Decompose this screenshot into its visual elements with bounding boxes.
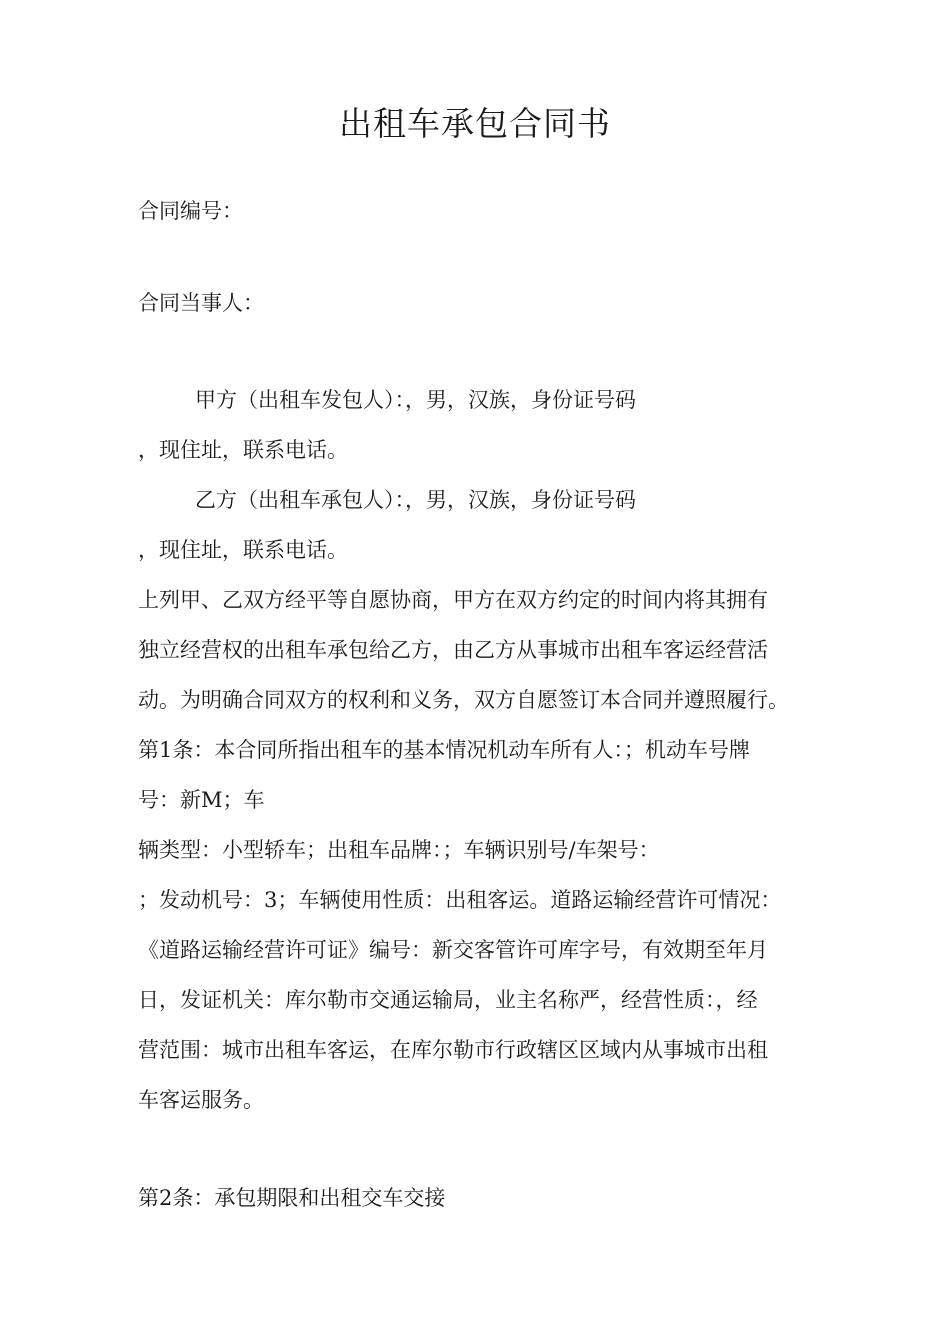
document-title: 出租车承包合同书 (339, 104, 611, 143)
intro-line-3: 动。为明确合同双方的权利和义务，双方自愿签订本合同并遵照履行。 (138, 688, 789, 712)
contract-number-label: 合同编号： (138, 199, 243, 223)
article2-heading: 第2条：承包期限和出租交车交接 (138, 1186, 446, 1210)
intro-line-1: 上列甲、乙双方经平等自愿协商，甲方在双方约定的时间内将其拥有 (138, 588, 768, 612)
article1-line-7: 营范围：城市出租车客运，在库尔勒市行政辖区区域内从事城市出租 (138, 1038, 768, 1062)
parties-label: 合同当事人： (138, 291, 264, 315)
article1-line-3: 辆类型：小型轿车；出租车品牌：；车辆识别号/车架号： (138, 838, 660, 862)
article1-line-2: 号：新M；车 (138, 788, 265, 812)
party-a-line-2: ，现住址，联系电话。 (138, 438, 348, 462)
article1-line-8: 车客运服务。 (138, 1088, 264, 1112)
party-b-line-1: 乙方（出租车承包人）：，男，汉族，身份证号码 (195, 488, 636, 512)
party-a-line-1: 甲方（出租车发包人）：，男，汉族，身份证号码 (195, 388, 636, 412)
article1-line-5: 《道路运输经营许可证》编号：新交客管许可库字号，有效期至年月 (138, 938, 768, 962)
intro-line-2: 独立经营权的出租车承包给乙方，由乙方从事城市出租车客运经营活 (138, 638, 768, 662)
article1-line-6: 日，发证机关：库尔勒市交通运输局，业主名称严，经营性质：，经 (138, 988, 758, 1012)
party-b-line-2: ，现住址，联系电话。 (138, 538, 348, 562)
article1-line-1: 第1条：本合同所指出租车的基本情况机动车所有人：；机动车号牌 (138, 738, 750, 762)
article1-line-4: ；发动机号：3；车辆使用性质：出租客运。道路运输经营许可情况： (138, 888, 782, 912)
